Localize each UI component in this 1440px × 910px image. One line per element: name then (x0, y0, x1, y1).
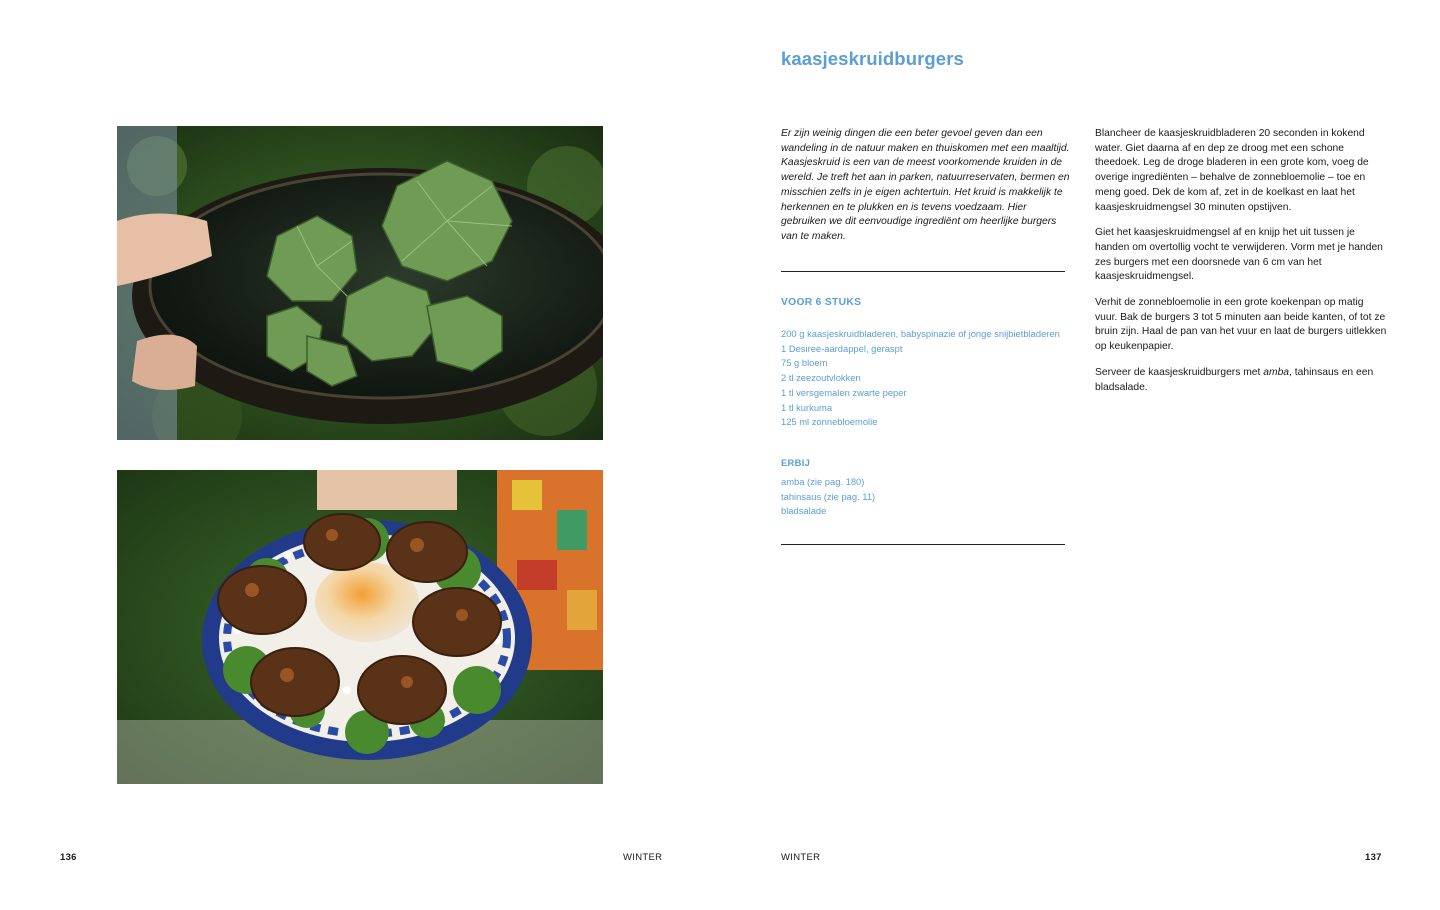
photo-leaves-icon (117, 126, 603, 440)
divider-top (781, 271, 1065, 272)
page-number-right: 137 (1365, 852, 1382, 863)
ingredient-item: 2 tl zeezoutvlokken (781, 372, 861, 384)
method-step-4 (1095, 366, 1387, 395)
serves-heading: VOOR 6 STUKS (781, 297, 862, 308)
extras-item: amba (zie pag. 180) (781, 476, 865, 487)
method-column (1095, 127, 1387, 406)
method-step-2: Giet het kaasjeskruidmengsel af en knijp het uit tussen je handen om overtollig vocht te verwijderen. Vorm met je handen zes burgers met een doorsnede van 6 cm van het kaasjeskruidmengsel. (1095, 227, 1383, 283)
recipe-intro-text: Er zijn weinig dingen die een beter gevoel geven dan een wandeling in de natuur maken en thuiskomen met een maaltijd. Kaasjeskruid is een van de meest voorkomende kruiden in de wereld. Je treft het aan in parken, natuurreservaten, bermen en misschien zelfs in je eigen achtertuin. Het kruid is makkelijk te herkennen en te plukken en is tevens voedzaam. Hier gebruiken we dit eenvoudige ingrediënt om heerlijke burgers van te maken. (781, 128, 1070, 242)
method-step-4-pre: Serveer de kaasjeskruidburgers met (1095, 366, 1264, 378)
extras-heading: ERBIJ (781, 457, 811, 468)
ingredient-item: 125 ml zonnebloemolie (781, 416, 878, 428)
ingredient-item: 75 g bloem (781, 357, 828, 369)
page-number-left: 136 (60, 852, 77, 863)
ingredient-list (781, 327, 1061, 430)
method-step-3: Verhit de zonnebloemolie in een grote koekenpan op matig vuur. Bak de burgers 3 tot 5 minuten aan beide kanten, of tot ze bruin zijn. Haal de pan van het vuur en laat de burgers uitlekken op keukenpapier. (1095, 297, 1387, 353)
method-step-1: Blancheer de kaasjeskruidbladeren 20 seconden in kokend water. Giet daarna af en dep ze droog met een schone theedoek. Leg de droge bladeren in een grote kom, voeg de overige ingrediënten – behalve de zonnebloemolie – toe en meng goed. Dek de kom af, zet in de koelkast en laat het kaasjeskruidmengsel 30 minuten opstijven. (1095, 128, 1369, 213)
recipe-intro (781, 127, 1071, 245)
photo-plate-of-burgers (117, 470, 603, 784)
ingredient-item: 1 tl kurkuma (781, 401, 833, 413)
photo-burgers-icon (117, 470, 603, 784)
photo-bowl-of-mallow-leaves (117, 126, 603, 440)
ingredient-item: 1 tl versgemalen zwarte peper (781, 386, 907, 398)
right-page (720, 0, 1440, 910)
extras-item: tahinsaus (zie pag. 11) (781, 490, 876, 502)
method-step-4-post: , tahinsaus en een bladsalade. (1095, 366, 1374, 393)
ingredient-item: 1 Desiree-aardappel, geraspt (781, 342, 903, 354)
divider-bottom (781, 544, 1065, 545)
section-label-left: WINTER (623, 852, 663, 863)
recipe-title: kaasjeskruidburgers (781, 48, 964, 69)
section-label-right: WINTER (781, 852, 821, 863)
ingredient-item: 200 g kaasjeskruidbladeren, babyspinazie of jonge snijbietbladeren (781, 328, 1060, 339)
extras-list (781, 475, 1061, 519)
extras-item: bladsalade (781, 505, 827, 517)
method-step-4-amba: amba (1263, 366, 1290, 378)
